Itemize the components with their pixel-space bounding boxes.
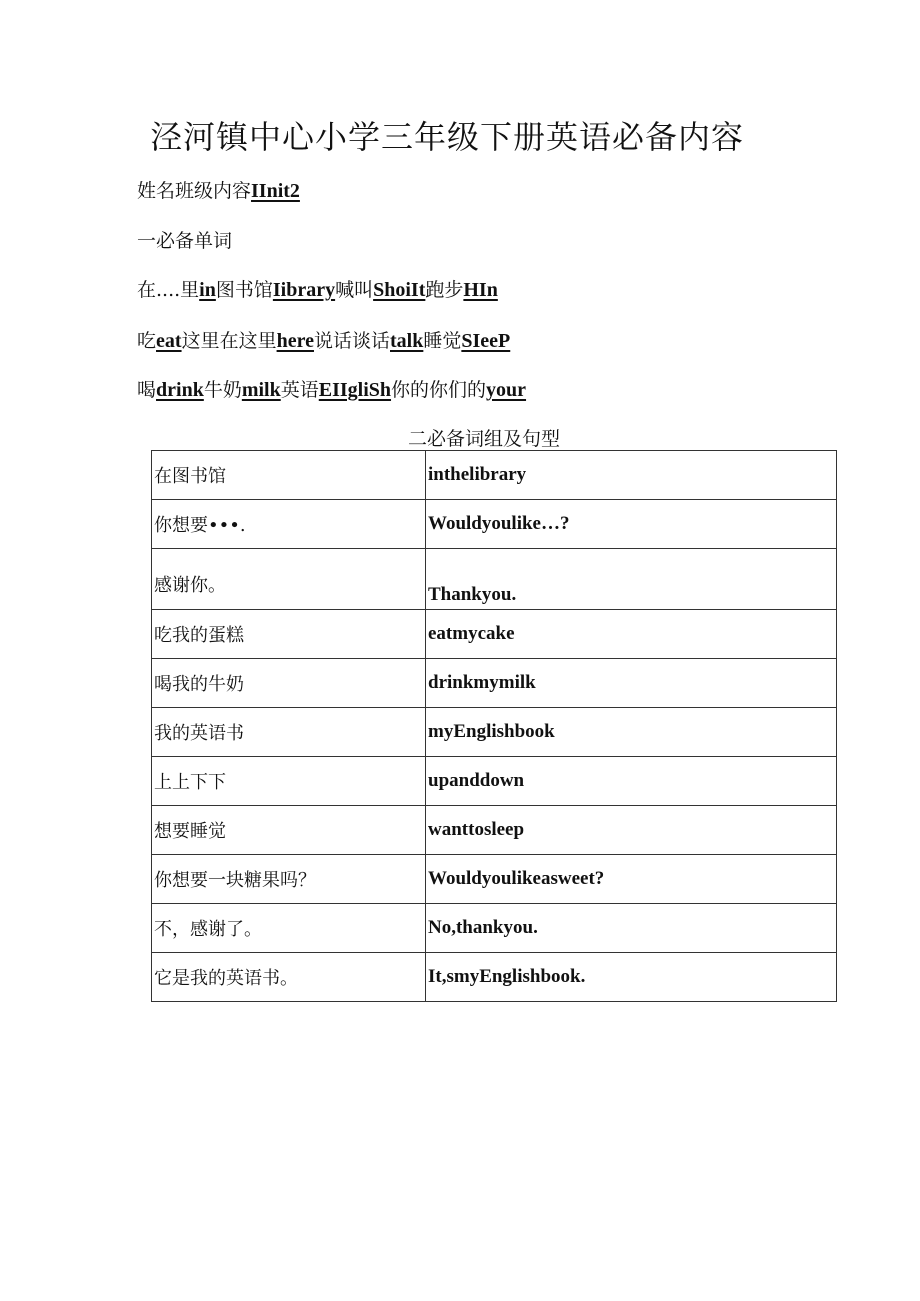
phrase-cn: 你想要•••. [152,500,426,549]
vocab-cn: 图书馆 [215,279,273,301]
vocab-en: ShoiIt [373,279,426,301]
phrase-cn: 不，感谢了。 [152,904,426,953]
phrase-cn: 你想要一块糖果吗？ [152,855,426,904]
vocab-line-2 [137,326,510,353]
vocab-cn: 这里在这里 [181,330,277,352]
phrase-cn: 在图书馆 [152,451,426,500]
table-row [152,708,837,757]
vocab-en: HIn [463,279,498,301]
table-row [152,953,837,1002]
vocab-cn: 英语 [280,379,319,401]
vocab-en: milk [241,379,281,401]
phrase-en: inthelibrary [426,451,837,500]
section-heading-phrases: 二必备词组及句型 [408,428,561,450]
info-label: 姓名班级内容 [137,180,252,202]
phrase-cn: 我的英语书 [152,708,426,757]
vocab-cn: 跑步 [425,279,464,301]
table-row [152,610,837,659]
phrase-en: myEnglishbook [426,708,837,757]
vocab-cn: 吃 [137,330,157,352]
vocab-cn: 说话谈话 [313,330,390,352]
page-title: 泾河镇中心小学三年级下册英语必备内容 [150,118,745,156]
vocab-cn: 睡觉 [423,330,462,352]
table-row [152,500,837,549]
phrase-table [151,450,837,1002]
vocab-line-1 [137,275,498,302]
vocab-en: eat [156,330,182,352]
phrase-cn: 它是我的英语书。 [152,953,426,1002]
vocab-cn: 在....里 [137,279,200,301]
vocab-line-3 [137,375,526,402]
table-row [152,757,837,806]
phrase-en: eatmycake [426,610,837,659]
table-row [152,549,837,610]
vocab-en: in [199,279,216,301]
unit-label: IInit2 [251,180,300,202]
table-row [152,659,837,708]
phrase-en: No,thankyou. [426,904,837,953]
vocab-en: EIIgliSh [318,379,392,401]
vocab-en: SIeeP [461,330,511,352]
vocab-en: Iibrary [272,279,336,301]
phrase-cn: 喝我的牛奶 [152,659,426,708]
vocab-en: talk [390,330,424,352]
phrase-cn: 感谢你。 [152,549,426,610]
phrase-en: It,smyEnglishbook. [426,953,837,1002]
phrase-en: drinkmymilk [426,659,837,708]
table-row [152,451,837,500]
student-info-line [137,176,300,203]
vocab-en: drink [156,379,204,401]
vocab-cn: 你的你们的 [391,379,487,401]
vocab-en: your [486,379,527,401]
table-row [152,904,837,953]
section-heading-words: 一必备单词 [137,230,233,252]
table-row [152,855,837,904]
phrase-en: Wouldyoulike…? [426,500,837,549]
table-row [152,806,837,855]
phrase-en: upanddown [426,757,837,806]
vocab-cn: 牛奶 [203,379,242,401]
vocab-en: here [276,330,314,352]
phrase-cn: 想要睡觉 [152,806,426,855]
vocab-cn: 喝 [137,379,157,401]
phrase-cn: 上上下下 [152,757,426,806]
phrase-en: Thankyou. [426,549,837,610]
phrase-en: wanttosleep [426,806,837,855]
vocab-cn: 喊叫 [335,279,374,301]
phrase-en: Wouldyoulikeasweet? [426,855,837,904]
phrase-cn: 吃我的蛋糕 [152,610,426,659]
